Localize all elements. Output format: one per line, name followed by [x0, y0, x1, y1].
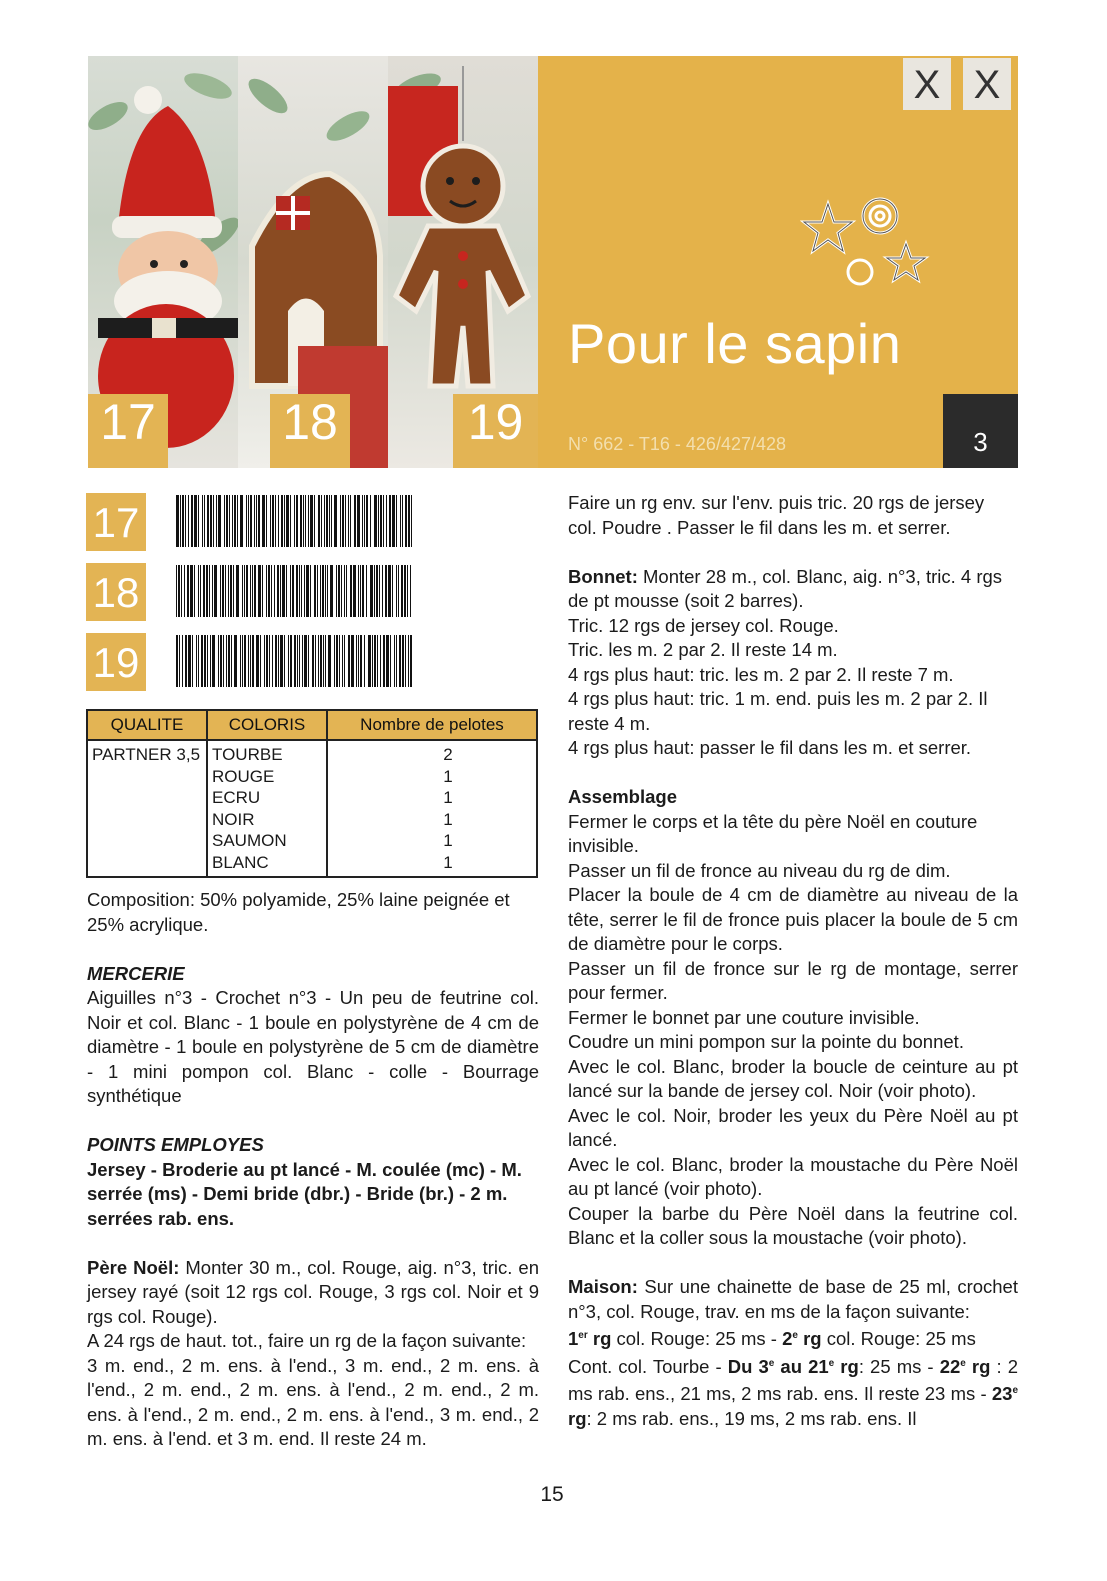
maison-rows-1-2: [568, 1324, 1018, 1352]
assemblage-line: Placer la boule de 4 cm de diamètre au niveau de la tête, serrer le fil de fronce puis placer la boule de 5 cm de diamètre pour le corps.: [568, 884, 1018, 954]
table-cell-colors: [207, 740, 327, 877]
maison-rank: 1er rg: [568, 1328, 612, 1350]
pere-noel-paragraph: [87, 1256, 539, 1330]
barcode-number-19: 19: [86, 633, 146, 691]
barcode-number-17: 17: [86, 493, 146, 551]
pattern-reference: N° 662 - T16 - 426/427/428: [568, 434, 787, 454]
ball-count: 1: [443, 788, 453, 807]
maison-label: Maison:: [568, 1276, 638, 1297]
barcode-number-18: 18: [86, 563, 146, 621]
maison-text: col. Rouge: 25 ms: [821, 1328, 976, 1350]
pere-noel-text-2: A 24 rgs de haut. tot., faire un rg de la façon suivante:: [87, 1330, 527, 1351]
maison-rank: 2e rg: [782, 1328, 822, 1350]
assemblage-line: Avec le col. Blanc, broder la moustache du Père Noël au pt lancé (voir photo).: [568, 1153, 1018, 1199]
color-name: NOIR: [212, 809, 255, 829]
needle-icon: X: [903, 58, 951, 110]
assemblage-line: Passer un fil de fronce au niveau du rg de dim.: [568, 859, 951, 881]
bonnet-paragraph: [568, 565, 1018, 614]
mercerie-heading: MERCERIE: [87, 962, 185, 984]
assemblage-line: Fermer le bonnet par une couture invisible.: [568, 1006, 920, 1028]
color-name: TOURBE: [212, 745, 283, 764]
barcode: [176, 495, 412, 547]
page-title: Pour le sapin: [568, 312, 902, 375]
composition-text: Composition: 50% polyamide, 25% laine peignée et 25% acrylique.: [87, 889, 510, 935]
pere-noel-label: Père Noël:: [87, 1256, 180, 1278]
pere-noel-text-3: 3 m. end., 2 m. ens. à l'end., 3 m. end., 2 m. ens. à l'end., 2 m. end., 2 m. ens. à l'end., 2 m. end., 2 m. ens. à l'end., 2 m. end., 2 m. ens. à l'end., 3 m. end., 2 m. ens. à l'end. et 3 m. end. Il reste 24 m.: [87, 1354, 539, 1449]
barcode: [176, 565, 412, 617]
bonnet-line: 4 rgs plus haut: passer le fil dans les m. et serrer.: [568, 737, 972, 758]
ball-count: 2: [443, 745, 453, 764]
color-name: BLANC: [212, 852, 269, 872]
section-badge: 3: [943, 394, 1018, 468]
header-banner: [88, 56, 1018, 468]
points-heading: POINTS EMPLOYES: [87, 1134, 264, 1155]
difficulty-stars-icon: [800, 196, 930, 291]
ball-count: 1: [443, 809, 453, 829]
color-name: SAUMON: [212, 831, 287, 850]
bonnet-label: Bonnet:: [568, 565, 638, 587]
points-text: Jersey - Broderie au pt lancé - M. coulée (mc) - M. serrée (ms) - Demi bride (dbr.) - Bride (br.) - 2 m. serrées rab. ens.: [87, 1158, 522, 1229]
bonnet-line: Tric. les m. 2 par 2. Il reste 14 m.: [568, 639, 838, 660]
bonnet-line: Tric. 12 rgs de jersey col. Rouge.: [568, 614, 839, 636]
table-header: Nombre de pelotes: [327, 710, 537, 740]
assemblage-line: Avec le col. Blanc, broder la boucle de ceinture au pt lancé sur la bande de jersey col. Noir (voir photo).: [568, 1055, 1018, 1101]
table-cell-counts: [327, 740, 537, 877]
page-number: 15: [540, 1483, 564, 1506]
assemblage-line: Fermer le corps et la tête du père Noël en couture invisible.: [568, 810, 978, 856]
assemblage-line: Passer un fil de fronce sur le rg de montage, serrer pour fermer.: [568, 957, 1018, 1003]
ball-count: 1: [443, 766, 453, 786]
color-name: ROUGE: [212, 766, 275, 786]
table-header: COLORIS: [207, 710, 327, 740]
yarn-table: [86, 709, 538, 878]
assemblage-line: Coudre un mini pompon sur la pointe du bonnet.: [568, 1031, 964, 1052]
table-header: QUALITE: [87, 710, 207, 740]
bonnet-line: 4 rgs plus haut: tric. les m. 2 par 2. Il reste 7 m.: [568, 663, 954, 685]
barcode: [176, 635, 412, 687]
needle-icon: X: [963, 58, 1011, 110]
assemblage-line: Avec le col. Noir, broder les yeux du Père Noël au pt lancé.: [568, 1104, 1018, 1150]
photo-number-19: 19: [453, 394, 538, 468]
bonnet-text: Monter 28 m., col. Blanc, aig. n°3, tric. 4 rgs de pt mousse (soit 2 barres).: [568, 565, 1003, 611]
pere-noel-text: Monter 30 m., col. Rouge, aig. n°3, tric. en jersey rayé (soit 12 rgs col. Rouge, 3 rgs col. Noir et 9 rgs col. Rouge).: [87, 1256, 539, 1327]
bonnet-line: 4 rgs plus haut: tric. 1 m. end. puis les m. 2 par 2. Il reste 4 m.: [568, 688, 988, 734]
ball-count: 1: [443, 831, 453, 850]
photo-number-18: 18: [270, 394, 350, 468]
photo-number-17: 17: [88, 394, 168, 468]
mercerie-text: Aiguilles n°3 - Crochet n°3 - Un peu de feutrine col. Noir et col. Blanc - 1 boule en polystyrène de 4 cm de diamètre - 1 boule en polystyrène de 5 cm de diamètre - 1 mini pompon col. Blanc - colle - Bourrage synthétique: [87, 987, 539, 1106]
left-column: [87, 888, 539, 1452]
assemblage-line: Couper la barbe du Père Noël dans la feutrine col. Blanc et la coller sous la moustache (voir photo).: [568, 1202, 1018, 1248]
color-name: ECRU: [212, 788, 261, 807]
assemblage-heading: Assemblage: [568, 786, 677, 807]
ball-count: 1: [443, 852, 453, 872]
right-column: [568, 491, 1018, 1431]
maison-text: Sur une chainette de base de 25 ml, crochet n°3, col. Rouge, trav. en ms de la façon suivante:: [568, 1276, 1018, 1322]
table-cell-quality: PARTNER 3,5: [87, 740, 207, 877]
maison-rows-3-23: Cont. col. Tourbe - Du 3e au 21e rg: 25 ms - 22e rg : 2 ms rab. ens., 21 ms, 2 ms rab. ens. Il reste 23 ms - 23e rg: 2 ms rab. ens., 19 ms, 2 ms rab. ens. Il: [568, 1355, 1019, 1429]
maison-paragraph: [568, 1275, 1018, 1324]
intro-text: Faire un rg env. sur l'env. puis tric. 20 rgs de jersey col. Poudre . Passer le fil dans les m. et serrer.: [568, 492, 985, 538]
maison-text: col. Rouge: 25 ms -: [611, 1328, 783, 1350]
